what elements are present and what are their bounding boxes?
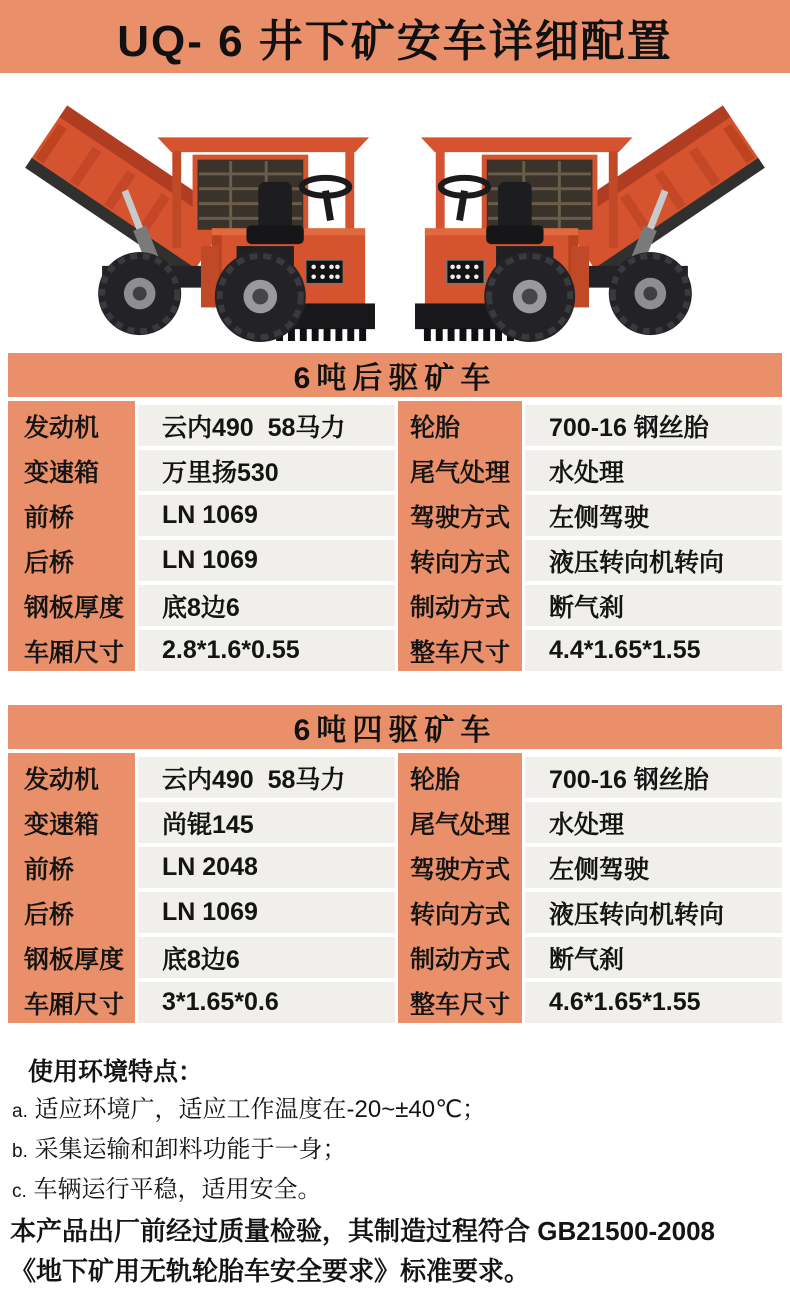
spec-value-cell: 2.8*1.6*0.55 bbox=[138, 626, 395, 671]
header-banner bbox=[0, 0, 790, 73]
note-item-b bbox=[0, 1131, 790, 1171]
spec-label-cell: 驾驶方式 bbox=[398, 843, 522, 888]
spec-grid-rear-drive bbox=[8, 401, 782, 671]
spec-label-cell: 尾气处理 bbox=[398, 798, 522, 843]
spec-label-cell: 钢板厚度 bbox=[8, 933, 135, 978]
spec-label-cell: 轮胎 bbox=[398, 753, 522, 798]
spec-value-cell: 尚锟145 bbox=[138, 798, 395, 843]
spec-value-cell: LN 2048 bbox=[138, 843, 395, 888]
note-text: 适应环境广，适应工作温度在-20~±40℃； bbox=[27, 1096, 487, 1123]
spec-label-cell: 后桥 bbox=[8, 536, 135, 581]
spec-label-cell: 转向方式 bbox=[398, 888, 522, 933]
truck-photo-right bbox=[399, 80, 783, 342]
notes-heading: 使用环境特点： bbox=[28, 1058, 204, 1086]
spec-value-cell: 700-16 钢丝胎 bbox=[525, 753, 782, 798]
spec-value-cell: 断气刹 bbox=[525, 581, 782, 626]
spec-value-cell: 4.6*1.65*1.55 bbox=[525, 978, 782, 1023]
spec-label-cell: 车厢尺寸 bbox=[8, 626, 135, 671]
spec-value-cell: 底8边6 bbox=[138, 581, 395, 626]
spec-grid-four-wheel-drive bbox=[8, 753, 782, 1023]
spec-label-cell: 发动机 bbox=[8, 753, 135, 798]
spec-label-cell: 钢板厚度 bbox=[8, 581, 135, 626]
spec-label-cell: 前桥 bbox=[8, 843, 135, 888]
spec-table-four-wheel-drive bbox=[8, 705, 782, 1023]
spec-value-cell: LN 1069 bbox=[138, 536, 395, 581]
note-text: 采集运输和卸料功能于一身； bbox=[27, 1136, 347, 1163]
spec-label-cell: 变速箱 bbox=[8, 446, 135, 491]
spec-label-cell: 车厢尺寸 bbox=[8, 978, 135, 1023]
spec-value-cell: 底8边6 bbox=[138, 933, 395, 978]
spec-value-cell: 万里扬530 bbox=[138, 446, 395, 491]
spec-value-cell: 左侧驾驶 bbox=[525, 843, 782, 888]
spec-label-cell: 转向方式 bbox=[398, 536, 522, 581]
spec-value-cell: 4.4*1.65*1.55 bbox=[525, 626, 782, 671]
spec-label-cell: 制动方式 bbox=[398, 933, 522, 978]
spec-label-cell: 驾驶方式 bbox=[398, 491, 522, 536]
note-prefix: b. bbox=[12, 1141, 28, 1162]
quality-statement-line2: 《地下矿用无轨轮胎车安全要求》标准要求。 bbox=[10, 1256, 531, 1286]
spec-value-cell: 左侧驾驶 bbox=[525, 491, 782, 536]
spec-value-cell: 水处理 bbox=[525, 446, 782, 491]
note-item-c bbox=[0, 1171, 790, 1211]
spec-label-cell: 制动方式 bbox=[398, 581, 522, 626]
spec-label-cell: 前桥 bbox=[8, 491, 135, 536]
note-prefix: a. bbox=[12, 1101, 28, 1122]
note-item-a bbox=[0, 1091, 790, 1131]
table-title-four-wheel-drive: 6吨四驱矿车 bbox=[8, 705, 782, 749]
spec-value-cell: 云内490 58马力 bbox=[138, 401, 395, 446]
spec-label-cell: 变速箱 bbox=[8, 798, 135, 843]
quality-statement-line1: 本产品出厂前经过质量检验，其制造过程符合 GB21500-2008 bbox=[10, 1216, 716, 1246]
spec-value-cell: 云内490 58马力 bbox=[138, 753, 395, 798]
truck-illustration-left bbox=[7, 80, 391, 342]
usage-notes bbox=[0, 1053, 790, 1291]
page-title: UQ- 6 井下矿安车详细配置 bbox=[117, 16, 673, 66]
spec-value-cell: 液压转向机转向 bbox=[525, 888, 782, 933]
note-text: 车辆运行平稳，适用安全。 bbox=[26, 1176, 322, 1203]
spec-table-rear-drive bbox=[8, 353, 782, 671]
note-prefix: c. bbox=[12, 1181, 27, 1202]
spec-label-cell: 整车尺寸 bbox=[398, 978, 522, 1023]
spec-label-cell: 发动机 bbox=[8, 401, 135, 446]
truck-illustration-right bbox=[399, 80, 783, 342]
spec-value-cell: 液压转向机转向 bbox=[525, 536, 782, 581]
spec-value-cell: 700-16 钢丝胎 bbox=[525, 401, 782, 446]
spec-value-cell: 断气刹 bbox=[525, 933, 782, 978]
spec-label-cell: 尾气处理 bbox=[398, 446, 522, 491]
truck-photo-left bbox=[7, 80, 391, 342]
table-title-rear-drive: 6吨后驱矿车 bbox=[8, 353, 782, 397]
spec-label-cell: 轮胎 bbox=[398, 401, 522, 446]
spec-label-cell: 整车尺寸 bbox=[398, 626, 522, 671]
spec-value-cell: 水处理 bbox=[525, 798, 782, 843]
spec-value-cell: LN 1069 bbox=[138, 888, 395, 933]
product-photos bbox=[0, 73, 790, 345]
spec-label-cell: 后桥 bbox=[8, 888, 135, 933]
spec-value-cell: LN 1069 bbox=[138, 491, 395, 536]
spec-value-cell: 3*1.65*0.6 bbox=[138, 978, 395, 1023]
